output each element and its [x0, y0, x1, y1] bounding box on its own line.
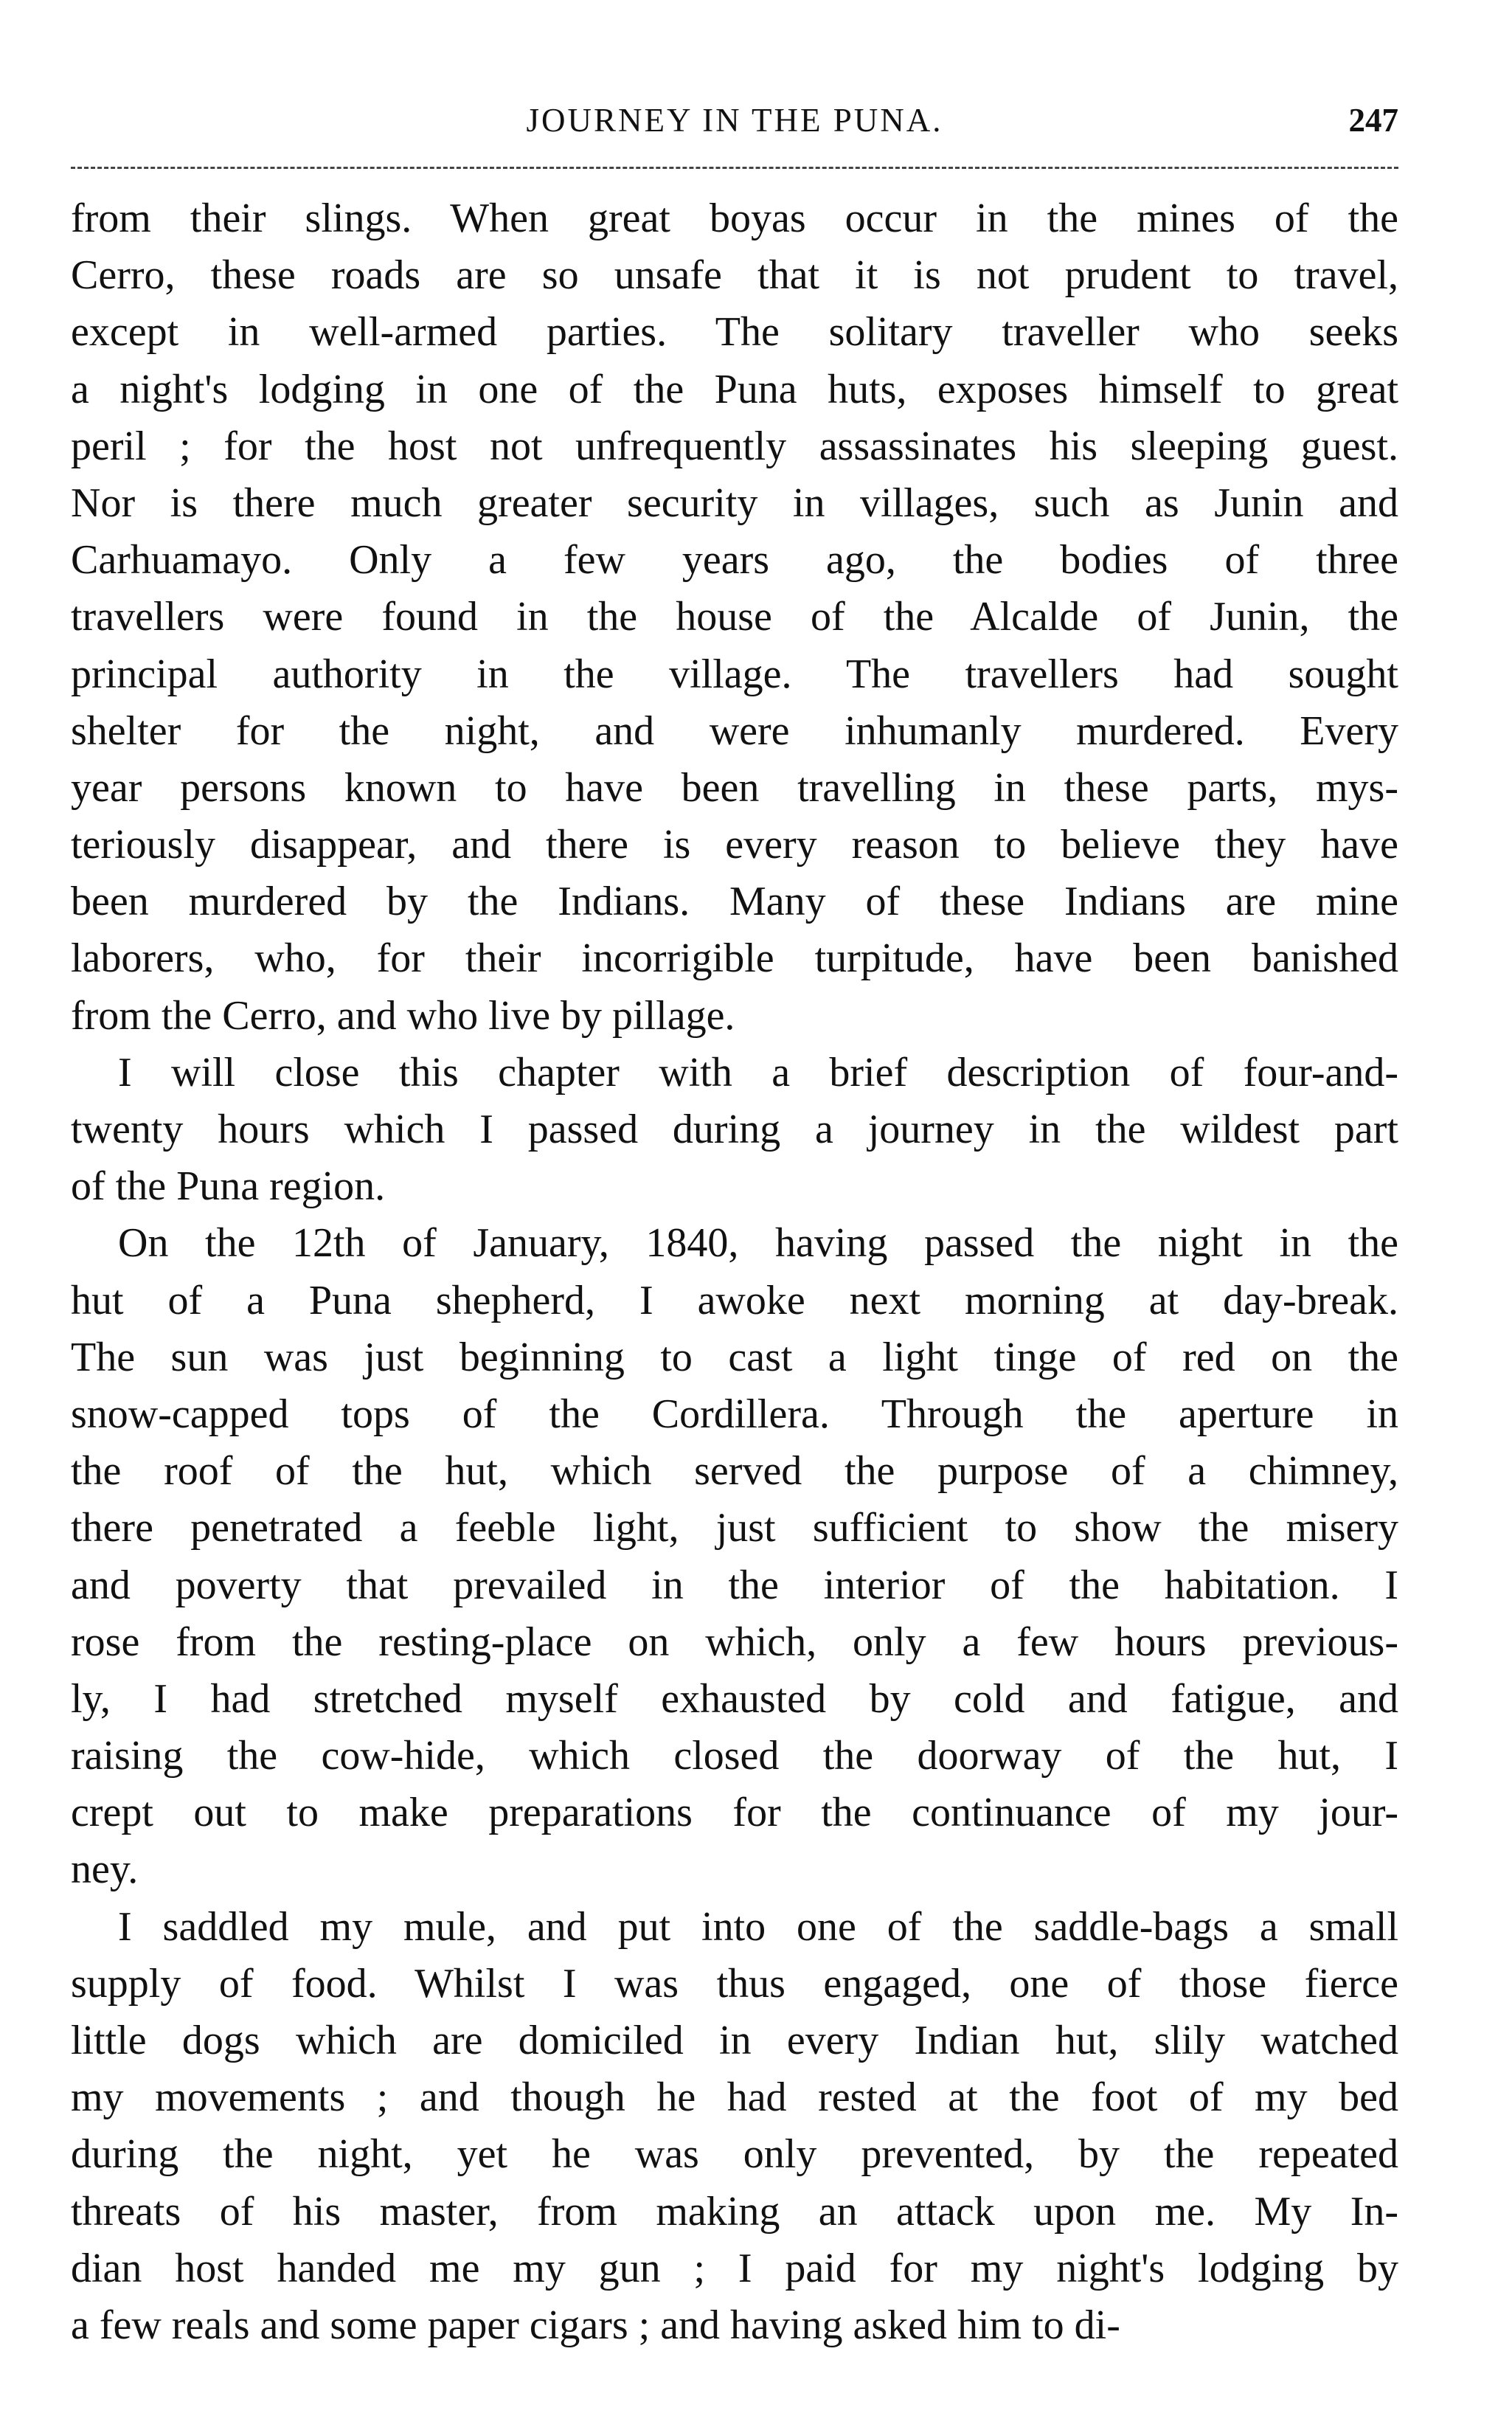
text-line: from their slings. When great boyas occur in the mines of the — [71, 195, 1398, 241]
text-line: been murdered by the Indians. Many of these Indians are mine — [71, 879, 1398, 925]
text-line: Cerro, these roads are so unsafe that it is not prudent to travel, — [71, 252, 1398, 299]
text-line: a few reals and some paper cigars ; and having asked him to di- — [71, 2302, 1120, 2348]
text-line: Carhuamayo. Only a few years ago, the bodies of three — [71, 537, 1398, 584]
text-line: my movements ; and though he had rested at the foot of my bed — [71, 2074, 1398, 2121]
header-rule — [71, 167, 1398, 169]
text-line: peril ; for the host not unfrequently assassinates his sleeping guest. — [71, 423, 1398, 469]
text-line: travellers were found in the house of the Alcalde of Junin, the — [71, 594, 1398, 640]
text-line: Nor is there much greater security in villages, such as Junin and — [71, 480, 1398, 526]
text-line: crept out to make preparations for the continuance of my jour- — [71, 1790, 1398, 1836]
text-line: I saddled my mule, and put into one of the saddle-bags a small — [118, 1903, 1398, 1950]
paragraph — [71, 1215, 1398, 1898]
text-line: On the 12th of January, 1840, having passed the night in the — [118, 1220, 1398, 1267]
text-line: during the night, yet he was only prevented, by the repeated — [71, 2131, 1398, 2178]
text-line: snow-capped tops of the Cordillera. Through the aperture in — [71, 1391, 1398, 1437]
text-line: laborers, who, for their incorrigible turpitude, have been banished — [71, 935, 1398, 982]
text-line: I will close this chapter with a brief description of four-and- — [118, 1049, 1398, 1095]
page-number: 247 — [1348, 102, 1398, 139]
body-text — [71, 190, 1398, 2354]
text-line: ly, I had stretched myself exhausted by cold and fatigue, and — [71, 1675, 1398, 1722]
text-line: shelter for the night, and were inhumanly murdered. Every — [71, 707, 1398, 754]
text-line: year persons known to have been travelling in these parts, mys- — [71, 764, 1398, 811]
text-line: the roof of the hut, which served the purpose of a chimney, — [71, 1448, 1398, 1495]
text-line: of the Puna region. — [71, 1163, 386, 1210]
text-line: from the Cerro, and who live by pillage. — [71, 992, 735, 1039]
text-line: except in well-armed parties. The solitary traveller who seeks — [71, 309, 1398, 356]
text-line: little dogs which are domiciled in every Indian hut, slily watched — [71, 2018, 1398, 2063]
text-line: and poverty that prevailed in the interior of the habitation. I — [71, 1562, 1398, 1608]
text-line: there penetrated a feeble light, just sufficient to show the misery — [71, 1505, 1398, 1551]
paragraph — [71, 190, 1398, 1045]
text-line: principal authority in the village. The travellers had sought — [71, 651, 1398, 697]
text-line: teriously disappear, and there is every reason to believe they have — [71, 822, 1398, 868]
running-title: JOURNEY IN THE PUNA. — [526, 102, 943, 139]
text-line: threats of his master, from making an attack upon me. My In- — [71, 2188, 1398, 2235]
text-line: supply of food. Whilst I was thus engaged, one of those fierce — [71, 1960, 1398, 2007]
text-line: a night's lodging in one of the Puna huts, exposes himself to great — [71, 366, 1398, 412]
text-line: The sun was just beginning to cast a light tinge of red on the — [71, 1334, 1398, 1380]
paragraph — [71, 1899, 1398, 2355]
text-line: twenty hours which I passed during a journey in the wildest part — [71, 1107, 1398, 1152]
text-line: ney. — [71, 1846, 139, 1893]
text-line: hut of a Puna shepherd, I awoke next morning at day-break. — [71, 1277, 1398, 1323]
text-line: rose from the resting-place on which, only a few hours previous- — [71, 1619, 1398, 1665]
running-head — [71, 94, 1398, 146]
paragraph — [71, 1045, 1398, 1216]
text-line: raising the cow-hide, which closed the doorway of the hut, I — [71, 1733, 1398, 1779]
text-line: dian host handed me my gun ; I paid for my night's lodging by — [71, 2245, 1398, 2291]
